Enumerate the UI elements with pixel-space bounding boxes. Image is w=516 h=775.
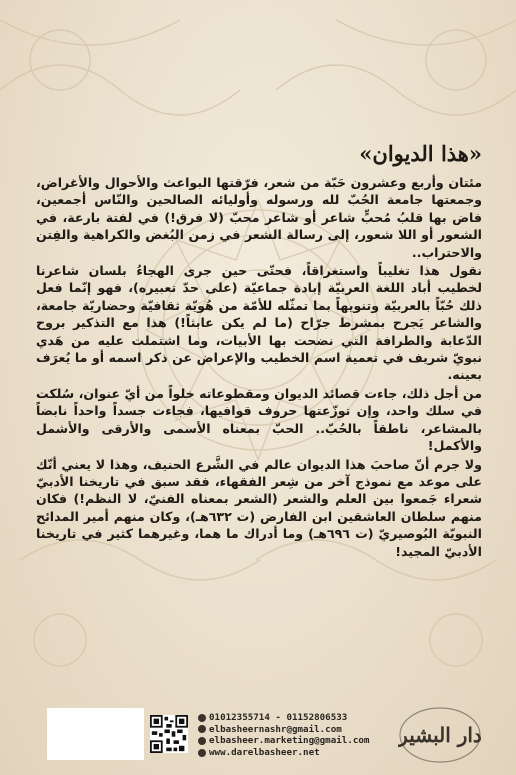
email-2[interactable]: elbasheer.marketing@gmail.com (209, 735, 370, 747)
globe-icon (198, 749, 206, 757)
qr-code-icon (150, 715, 188, 753)
paragraph-3: من أجل ذلك، جاءت قصائد الديوان ومقطوعاته خلواً من أيّ عنوان، سُلكت في سلك واحد، وإن توزّعتها حروف قوافيها، فجاءت جسداً واحداً نابضاً بالمشاعر، ناطقاً بالحُبّ.. الحبّ بمعناه الأسمى والأرقى والأشمل والأكمل! (36, 385, 482, 454)
back-cover-text (36, 140, 482, 561)
website[interactable]: www.darelbasheer.net (209, 746, 320, 758)
email-icon (198, 725, 206, 733)
heading: «هذا الديوان» (359, 141, 482, 166)
email-icon (198, 737, 206, 745)
phone-numbers: 01012355714 - 01152806533 (209, 712, 348, 723)
barcode-area (47, 708, 144, 760)
paragraph-4: ولا جرم أنّ صاحبَ هذا الديوان عالم في الشَّرع الحنيف، وهذا لا يعني أنّك على موعد مع نموذج آخر من شِعر الفقهاء، فقد سبق في تاريخنا الأدبيّ شعراء جَمعوا بين العلم والشعر (الشعر بمعناه الفنيّ، لا النظم!) فكان منهم سلطان العاشقين ابن الفارض (ت ٦٣٢هـ)، وكان منهم أمير المدائح النبويّة البُوصيريّ (ت ٦٩٦هـ) وما أدراك ما هما، وغيرهما كثير في تاريخنا الأدبيّ المجيد! (36, 456, 482, 559)
website-row (198, 747, 369, 759)
email-row-2 (198, 735, 369, 747)
publisher-logo (398, 705, 482, 765)
phone-row (198, 712, 369, 724)
logo-text: دار البشير (398, 723, 482, 747)
paragraph-2: نقول هذا تغليباً واستغراقاً، فحتّى حين جرى الهجاءُ بلسان شاعرنا لخطيب أباد اللغة العربيّة إبادة جماعيّة (على حدّ تعبيره)، فهو إنّما فعل ذلك حُبّاً بالعربيّة وتنويهاً بما تمثّله للأمّة من هُويّة ثقافيّة وحضاريّة جامعة، والشاعر يَجرح بمشرط جرّاح (ما لم يكن عابثاً!) هذا مع التذكير بروح الدّعابة والطرافة التي نضحت بها الأبيات، وما اشتملت عليه من هَدي نبويّ شريف في تعمية اسم الخطيب والإعراض عن ذكر اسمه أو ما يُعرَف بعينه. (36, 263, 482, 383)
paragraph-1: مئتان وأربع وعشرون حَبّة من شعر، فرّقتها البواعث والأحوال والأغراض، وجمعتها جامعة الحُبّ لله ورسوله وأوليائه الصالحين والنّاس أجمعين، فاض بها قلبُ مُحبٍّ شاعر أو شاعر محبّ (لا فرق!) في لفتة بارعة، في الشعور أو اللا شعور، إلى رسالة الشعر في زمن البُغض والكراهية والفِتن والاحتراب.. (36, 175, 482, 260)
phone-icon (198, 714, 206, 722)
contact-info (198, 712, 369, 758)
email-row-1 (198, 724, 369, 736)
email-1[interactable]: elbasheernashr@gmail.com (209, 723, 342, 735)
